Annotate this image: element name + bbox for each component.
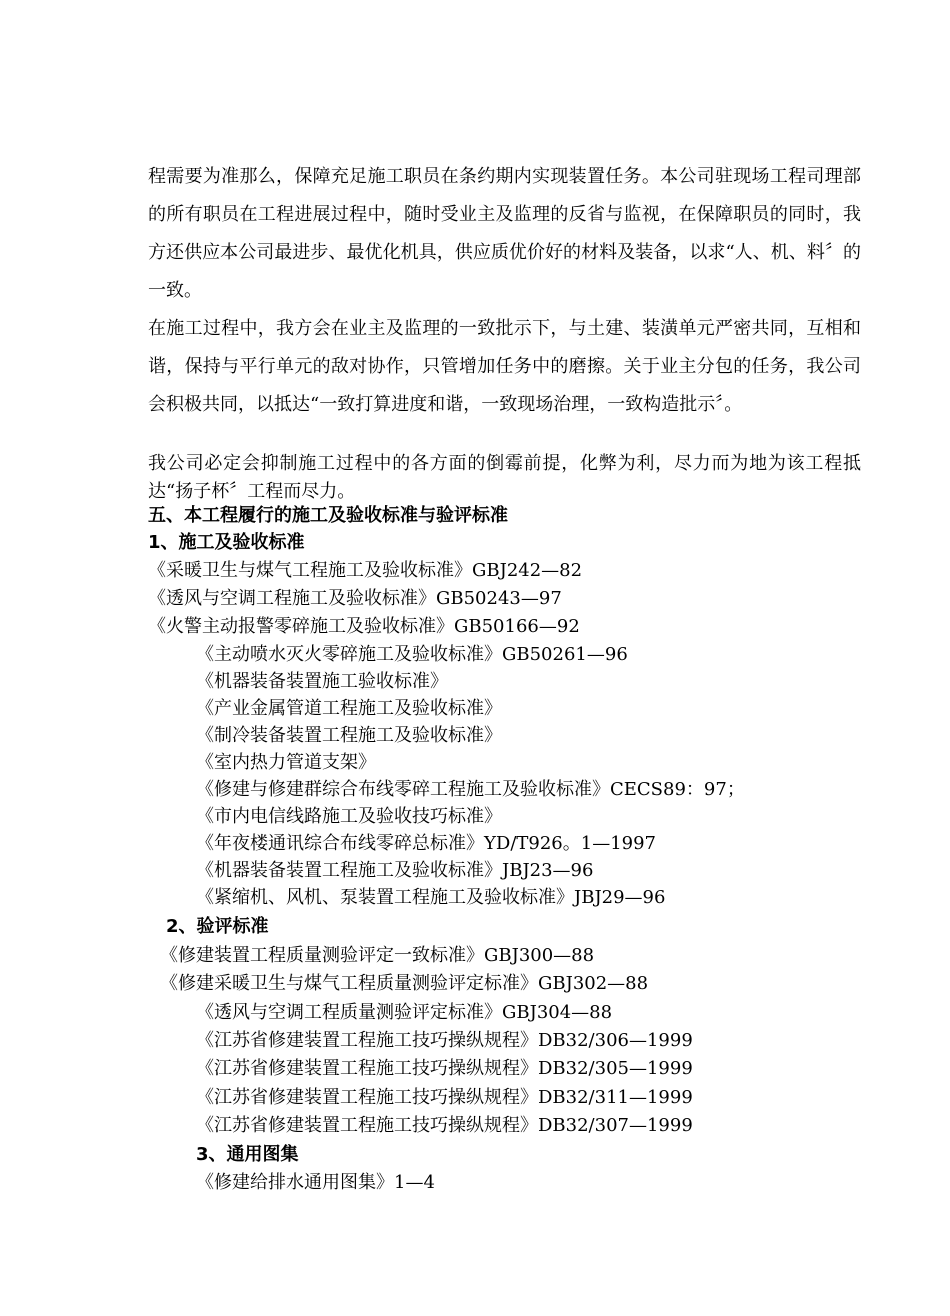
standard-item: 《修建给排水通用图集》1—4 — [196, 1172, 435, 1193]
subsection-heading: 2、验评标准 — [166, 916, 269, 937]
body-paragraph: 我公司必定会抑制施工过程中的各方面的倒霉前提，化弊为利，尽力而为地为该工程抵达“扬子杯〞工程而尽力。 — [148, 453, 861, 502]
standard-item: 《采暖卫生与煤气工程施工及验收标准》GBJ242—82 — [148, 560, 583, 581]
subsection-heading: 1、施工及验收标准 — [148, 532, 305, 553]
standard-item: 《透风与空调工程质量测验评定标准》GBJ304—88 — [196, 1002, 613, 1023]
standard-item: 《市内电信线路施工及验收技巧标准》 — [196, 806, 502, 827]
standard-item: 《修建与修建群综合布线零碎工程施工及验收标准》CECS89：97； — [196, 779, 745, 800]
standard-item: 《室内热力管道支架》 — [196, 752, 376, 773]
standard-item: 《产业金属管道工程施工及验收标准》 — [196, 698, 502, 719]
standard-item: 《紧缩机、风机、泵装置工程施工及验收标准》JBJ29—96 — [196, 887, 666, 908]
standard-item: 《修建采暖卫生与煤气工程质量测验评定标准》GBJ302—88 — [160, 973, 649, 994]
standard-item: 《年夜楼通讯综合布线零碎总标准》YD/T926。1—1997 — [196, 833, 657, 854]
subsection-heading: 3、通用图集 — [196, 1144, 299, 1165]
standard-item: 《江苏省修建装置工程施工技巧操纵规程》DB32/306—1999 — [196, 1030, 693, 1051]
standard-item: 《江苏省修建装置工程施工技巧操纵规程》DB32/307—1999 — [196, 1115, 693, 1136]
section-heading: 五、本工程履行的施工及验收标准与验评标准 — [148, 505, 508, 526]
standard-item: 《主动喷水灭火零碎施工及验收标准》GB50261—96 — [196, 644, 628, 665]
standard-item: 《透风与空调工程施工及验收标准》GB50243—97 — [148, 588, 562, 609]
body-paragraph: 程需要为准那么，保障充足施工职员在条约期内实现装置任务。本公司驻现场工程司理部的所有职员在工程进展过程中，随时受业主及监理的反省与监视，在保障职员的同时，我方还供应本公司最进步、最优化机具，供应质优价好的材料及装备，以求“人、机、料〞的一致。 — [148, 166, 861, 301]
body-paragraph: 在施工过程中，我方会在业主及监理的一致批示下，与土建、装潢单元严密共同，互相和谐，保持与平行单元的敌对协作，只管增加任务中的磨擦。关于业主分包的任务，我公司会积极共同，以抵达“一致打算进度和谐，一致现场治理，一致构造批示〞。 — [148, 318, 861, 415]
standard-item: 《机器装备装置施工验收标准》 — [196, 671, 448, 692]
standard-item: 《江苏省修建装置工程施工技巧操纵规程》DB32/311—1999 — [196, 1087, 693, 1108]
standard-item: 《修建装置工程质量测验评定一致标准》GBJ300—88 — [160, 945, 595, 966]
standard-item: 《机器装备装置工程施工及验收标准》JBJ23—96 — [196, 860, 594, 881]
standard-item: 《火警主动报警零碎施工及验收标准》GB50166—92 — [148, 616, 580, 637]
standard-item: 《江苏省修建装置工程施工技巧操纵规程》DB32/305—1999 — [196, 1058, 693, 1079]
standard-item: 《制冷装备装置工程施工及验收标准》 — [196, 725, 502, 746]
